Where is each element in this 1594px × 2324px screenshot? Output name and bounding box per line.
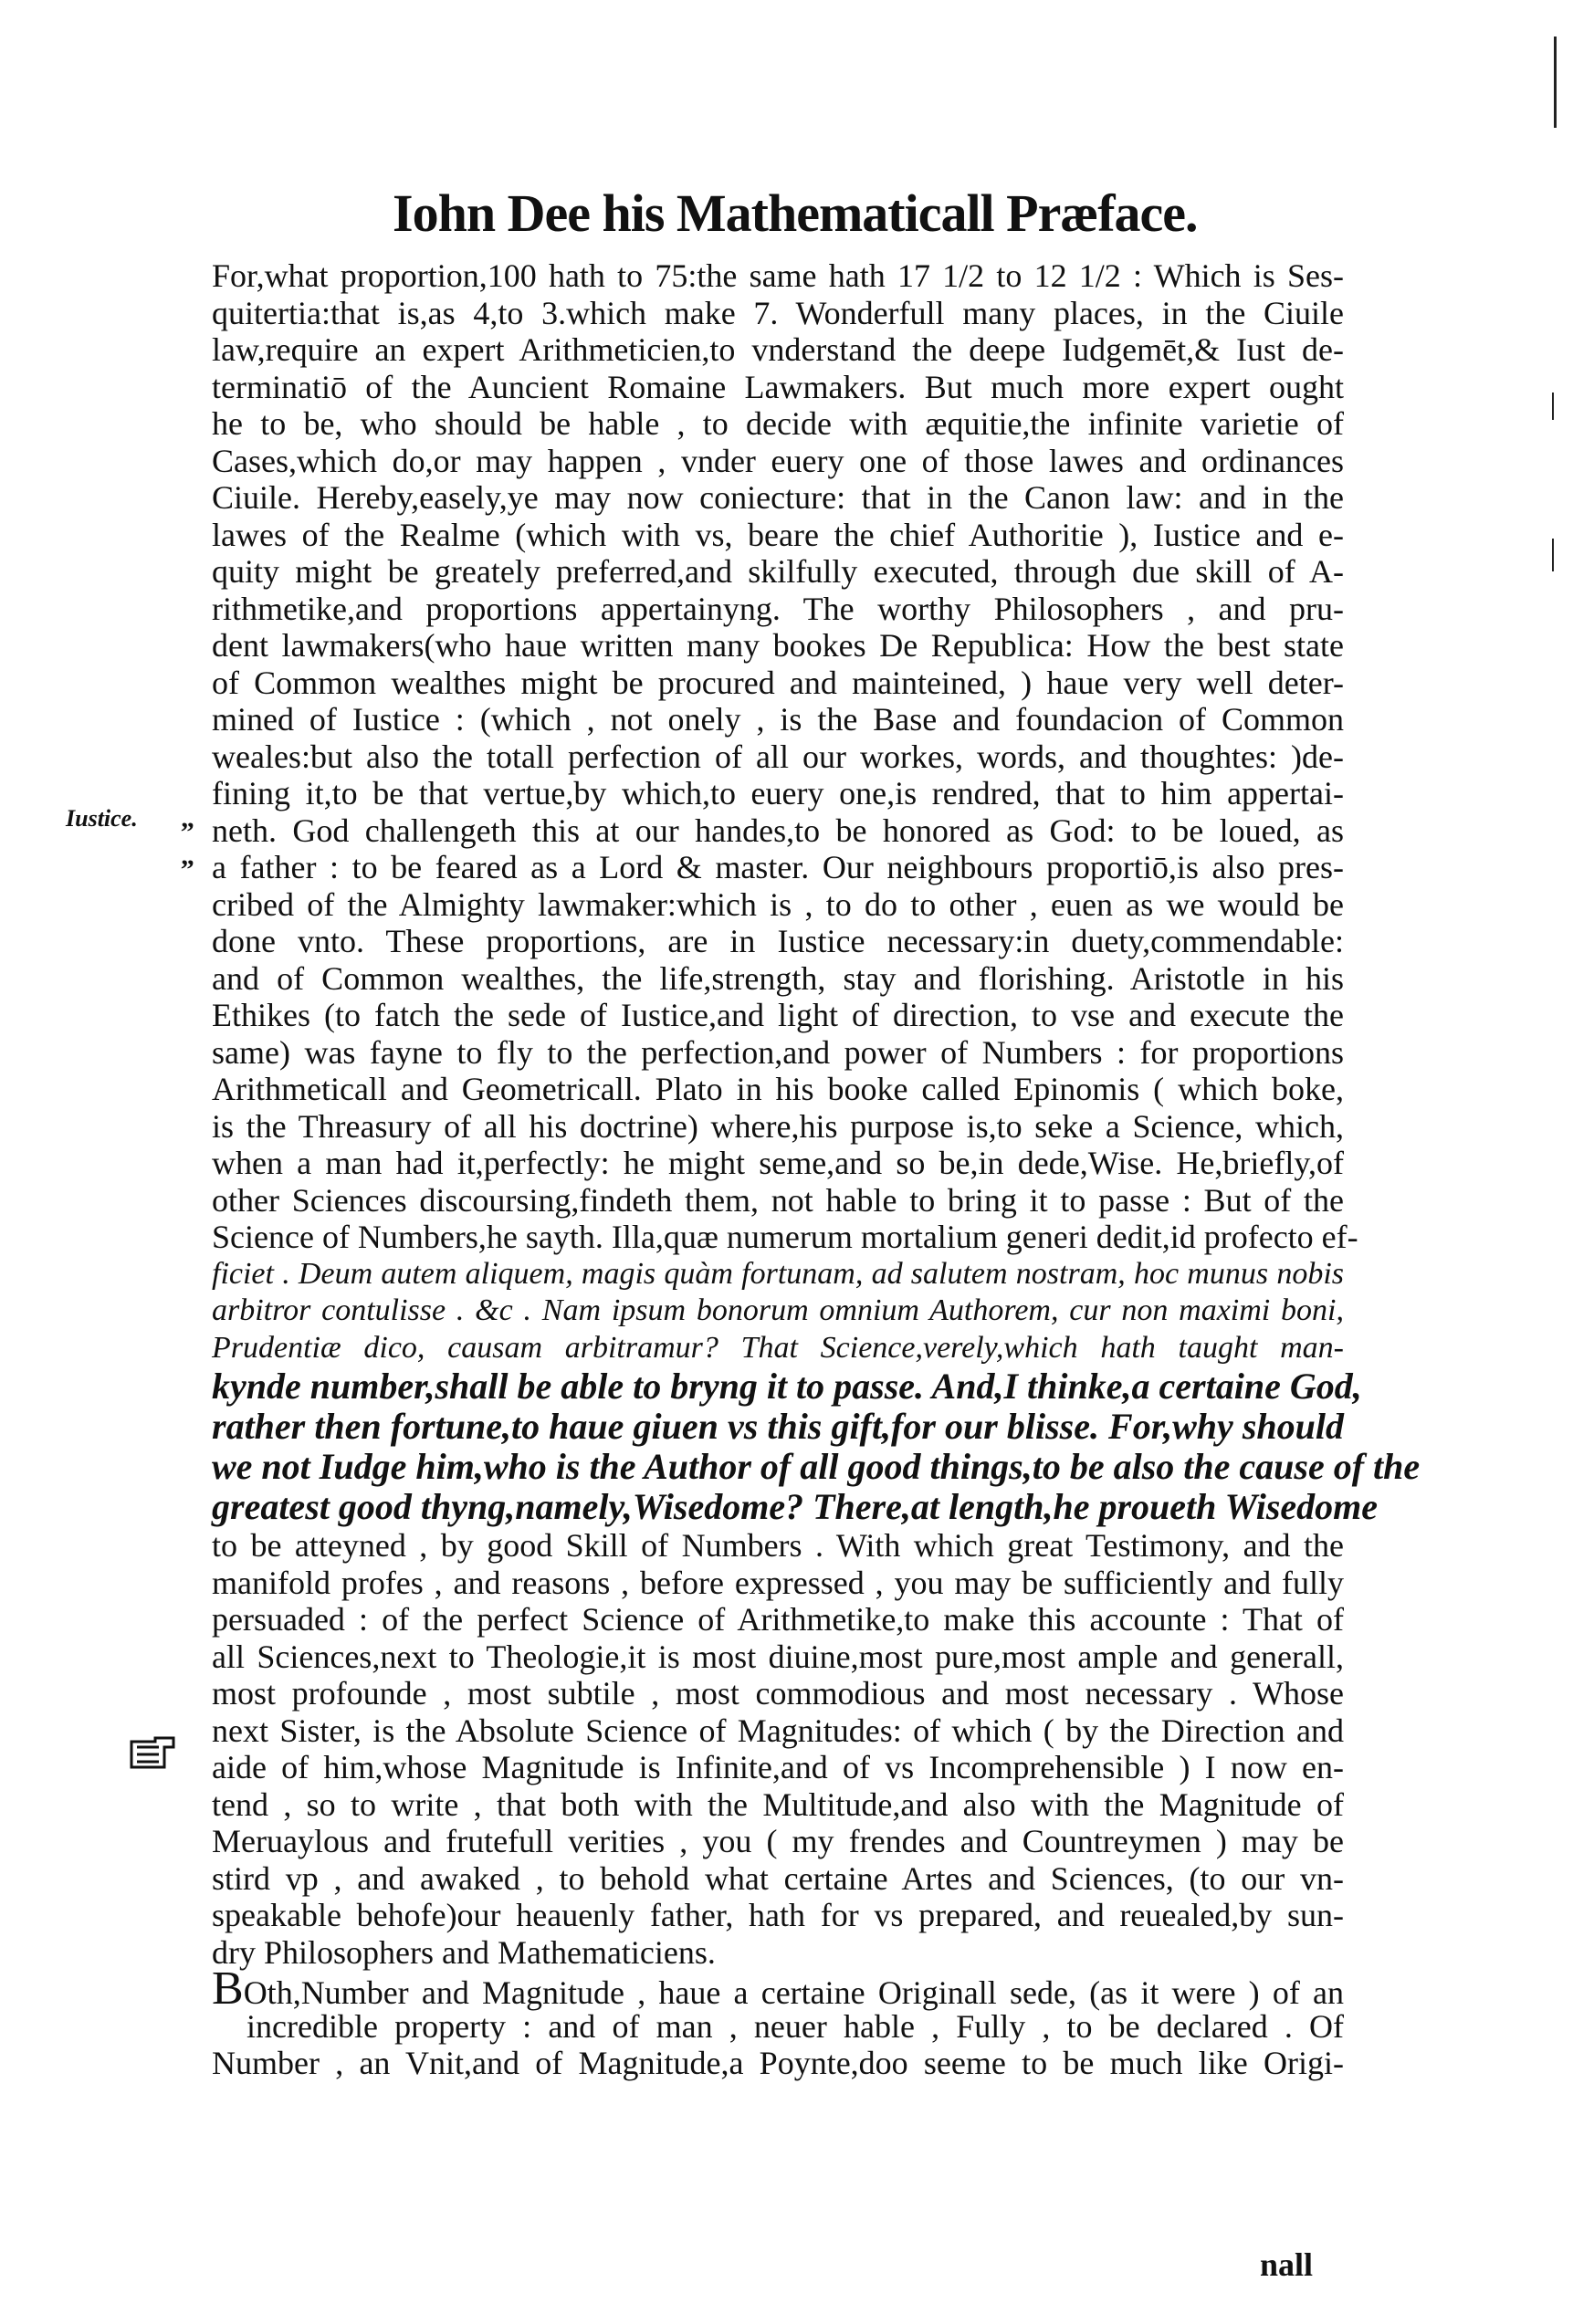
text-line-latin: ficiet . Deum autem aliquem, magis quàm fortunam, ad salutem nostram, hoc munus nobis xyxy=(212,1256,1344,1291)
text-line-translation: we not Iudge him,who is the Author of all good things,to be also the cause of the xyxy=(212,1446,1421,1487)
text-line-translation: kynde number,shall be able to bryng it to passe. And,I thinke,a certaine God, xyxy=(212,1366,1362,1407)
scan-edge-line-2 xyxy=(1552,393,1554,420)
text-line: all Sciences,next to Theologie,it is most diuine,most pure,most ample and generall, xyxy=(212,1638,1344,1675)
scan-edge-line-1 xyxy=(1554,37,1557,128)
text-line: quity might be greately preferred,and skilfully executed, through due skill of A- xyxy=(212,553,1344,590)
text-line: manifold profes , and reasons , before expressed , you may be sufficiently and fully xyxy=(212,1564,1344,1601)
text-line: stird vp , and awaked , to behold what certaine Artes and Sciences, (to our vn- xyxy=(212,1859,1344,1897)
margin-note-iustice: Iustice. xyxy=(66,805,138,832)
text-line-translation: rather then fortune,to haue giuen vs this gift,for our blisse. For,why should xyxy=(212,1406,1344,1447)
text-line: done vnto. These proportions, are in Iustice necessary:in duety,commendable: xyxy=(212,923,1344,959)
text-line-latin: Prudentiæ dico, causam arbitramur? That Science,verely,which hath taught man- xyxy=(212,1330,1344,1365)
text-line: rithmetike,and proportions appertainyng. The worthy Philosophers , and pru- xyxy=(212,590,1344,627)
drop-cap: B xyxy=(212,1963,244,2015)
text-line: Number , an Vnit,and of Magnitude,a Poynte,doo seeme to be much like Origi- xyxy=(212,2045,1344,2081)
pointing-hand-icon xyxy=(128,1734,177,1771)
text-line: aide of him,whose Magnitude is Infinite,and of vs Incomprehensible ) I now en- xyxy=(212,1749,1344,1785)
text-line: of Common wealthes might be procured and mainteined, ) haue very well deter- xyxy=(212,664,1344,701)
text-line-translation: greatest good thyng,namely,Wisedome? There,at length,he proueth Wisedome xyxy=(212,1486,1379,1527)
text-line: is the Threasury of all his doctrine) where,his purpose is,to seke a Science, which, xyxy=(212,1107,1344,1145)
text-line: Arithmeticall and Geometricall. Plato in his booke called Epinomis ( which boke, xyxy=(212,1071,1344,1107)
text-line: when a man had it,perfectly: he might seme,and so be,in dede,Wise. He,briefly,of xyxy=(212,1145,1344,1181)
text-line: other Sciences discoursing,findeth them, not hable to bring it to passe : But of the xyxy=(212,1181,1344,1219)
text-line: fining it,to be that vertue,by which,to euery one,is rendred, that to him appertai- xyxy=(212,775,1344,811)
text-line: quitertia:that is,as 4,to 3.which make 7. Wonderfull many places, in the Ciuile xyxy=(212,294,1344,331)
text-line: and of Common wealthes, the life,strength, stay and florishing. Aristotle in his xyxy=(212,959,1344,997)
scan-edge-line-3 xyxy=(1552,539,1554,571)
catchword: nall xyxy=(1260,2246,1314,2283)
text-line: incredible property : and of man , neuer hable , Fully , to be declared . Of xyxy=(246,2007,1344,2045)
text-line: Ethikes (to fatch the sede of Iustice,and light of direction, to vse and execute the xyxy=(212,997,1344,1033)
quote-mark-1: „ xyxy=(181,803,194,833)
text-line: For,what proportion,100 hath to 75:the same hath 17 1/2 to 12 1/2 : Which is Ses- xyxy=(212,257,1344,294)
text-line: persuaded : of the perfect Science of Arithmetike,to make this accounte : That of xyxy=(212,1601,1344,1638)
text-line-paragraph-start xyxy=(212,1963,1344,2015)
text-line: Meruaylous and frutefull verities , you ( my frendes and Countreymen ) may be xyxy=(212,1823,1344,1859)
quote-mark-2: „ xyxy=(181,841,194,871)
text-line: he to be, who should be hable , to decide with æquitie,the infinite varietie of xyxy=(212,405,1344,442)
text-line: weales:but also the totall perfection of all our workes, words, and thoughtes: )de- xyxy=(212,738,1344,775)
text-line: Science of Numbers,he sayth. Illa,quæ numerum mortalium generi dedit,id profecto ef- xyxy=(212,1219,1358,1255)
text-line: speakable behofe)our heauenly father, hath for vs prepared, and reuealed,by sun- xyxy=(212,1897,1344,1933)
text-line: dry Philosophers and Mathematiciens. xyxy=(212,1933,716,1971)
text-body xyxy=(212,257,1421,2082)
text-line-latin: arbitror contulisse . &c . Nam ipsum bonorum omnium Authorem, cur non maximi boni, xyxy=(212,1293,1344,1327)
text-line: next Sister, is the Absolute Science of Magnitudes: of which ( by the Direction and xyxy=(212,1712,1344,1749)
text-line: Ciuile. Hereby,easely,ye may now coniecture: that in the Canon law: and in the xyxy=(212,479,1344,516)
text-line: Cases,which do,or may happen , vnder euery one of those lawes and ordinances xyxy=(212,442,1344,479)
text-line-paragraph-start-text: Oth,Number and Magnitude , haue a certaine Originall sede, (as it were ) of an xyxy=(243,1974,1344,2011)
text-line: same) was fayne to fly to the perfection,and power of Numbers : for proportions xyxy=(212,1033,1344,1071)
text-line: cribed of the Almighty lawmaker:which is , to do to other , euen as we would be xyxy=(212,885,1344,923)
text-line: most profounde , most subtile , most commodious and most necessary . Whose xyxy=(212,1675,1344,1712)
text-line: tend , so to write , that both with the Multitude,and also with the Magnitude of xyxy=(212,1785,1344,1823)
text-line: a father : to be feared as a Lord & master. Our neighbours proportiō,is also pres- xyxy=(212,849,1344,885)
text-line: to be atteyned , by good Skill of Numbers . With which great Testimony, and the xyxy=(212,1527,1344,1564)
text-line: dent lawmakers(who haue written many bookes De Republica: How the best state xyxy=(212,627,1344,664)
text-line: terminatiō of the Auncient Romaine Lawmakers. But much more expert ought xyxy=(212,368,1344,405)
page-header: Iohn Dee his Mathematicall Præface. xyxy=(393,183,1198,243)
text-line: lawes of the Realme (which with vs, beare the chief Authoritie ), Iustice and e- xyxy=(212,516,1344,553)
text-line: law,require an expert Arithmeticien,to vnderstand the deepe Iudgemēt,& Iust de- xyxy=(212,331,1344,368)
text-line: mined of Iustice : (which , not onely , is the Base and foundacion of Common xyxy=(212,701,1344,738)
text-line: neth. God challengeth this at our handes,to be honored as God: to be loued, as xyxy=(212,811,1344,849)
